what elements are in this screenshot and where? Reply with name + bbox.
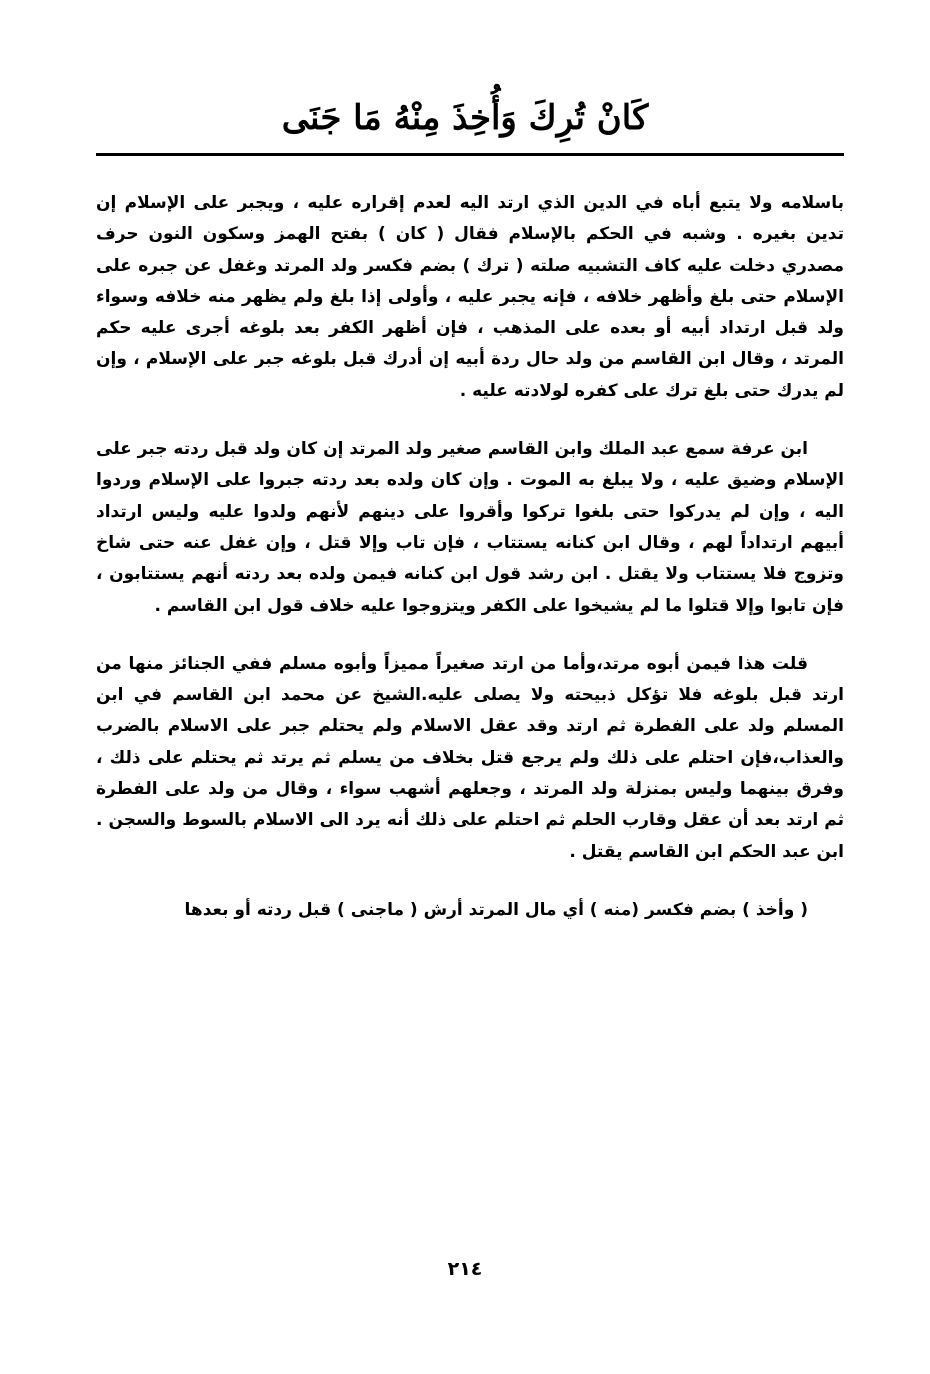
text-body xyxy=(96,188,844,953)
paragraph: ( وأخذ ) بضم فكسر (منه ) أي مال المرتد أرش ( ماجنى ) قبل ردته أو بعدها xyxy=(184,899,808,920)
header-divider xyxy=(96,153,844,156)
paragraph: باسلامه ولا يتبع أباه في الدين الذي ارتد اليه لعدم إقراره عليه ، ويجبر على الإسلام إن تدين بغيره . وشبه في الحكم بالإسلام فقال ( كان ) بفتح الهمز وسكون النون حرف مصدري دخلت عليه كاف التشبيه صلته ( ترك ) بضم فكسر ولد المرتد وغفل عن جبره على الإسلام حتى بلغ وأظهر خلافه ، فإنه يجبر عليه ، وأولى إذا بلغ ولم يظهر منه خلافه وسواء ولد قبل ارتداد أبيه أو بعده على المذهب ، فإن أظهر الكفر بعد بلوغه أجرى عليه حكم المرتد ، وقال ابن القاسم من ولد حال ردة أبيه إن أدرك قبل بلوغه جبر على الإسلام ، وإن لم يدرك حتى بلغ ترك على كفره لولادته عليه . xyxy=(96,193,844,401)
paragraph: قلت هذا فيمن أبوه مرتد،وأما من ارتد صغيراً مميزاً وأبوه مسلم ففي الجنائز منها من ارتد قبل بلوغه فلا تؤكل ذبيحته ولا يصلى عليه.الشيخ عن محمد ابن القاسم في ابن المسلم ولد على الفطرة ثم ارتد وقد عقل الاسلام ولم يحتلم جبر على الاسلام بالضرب والعذاب،فإن احتلم على ذلك ولم يرجع قتل بخلاف من يسلم ثم يرتد ثم يحتلم على ذلك ، وفرق بينهما وليس بمنزلة ولد المرتد ، وجعلهم أشهب سواء ، وقال من ولد على الفطرة ثم ارتد بعد أن عقل وقارب الحلم ثم احتلم على ذلك أنه يرد الى الاسلام بالسوط والسجن . ابن عبد الحكم ابن القاسم يقتل . xyxy=(96,653,844,862)
page-title: كَانْ تُرِكَ وَأُخِذَ مِنْهُ مَا جَنَى xyxy=(281,98,649,138)
page-number: ٢١٤ xyxy=(447,1258,483,1280)
paragraph: ابن عرفة سمع عبد الملك وابن القاسم صغير ولد المرتد إن كان ولد قبل ردته جبر على الإسلام وضيق عليه ، ولا يبلغ به الموت . وإن كان ولده بعد ردته جبروا على الإسلام وردوا اليه ، وإن لم يدركوا حتى بلغوا تركوا وأقروا على دينهم لأنهم ولدوا عليه وليس ارتداد أبيهم ارتداداً لهم ، وقال ابن كنانه يستتاب ، فإن تاب وإلا قتل ، وإن غفل عنه حتى شاخ وتزوج فلا يستتاب ولا يقتل . ابن رشد قول ابن كنانه فيمن ولده بعد ردته أنهم يستتابون ، فإن تابوا وإلا قتلوا ما لم يشيخوا على الكفر ويتزوجوا عليه خلاف قول ابن القاسم . xyxy=(96,439,844,616)
